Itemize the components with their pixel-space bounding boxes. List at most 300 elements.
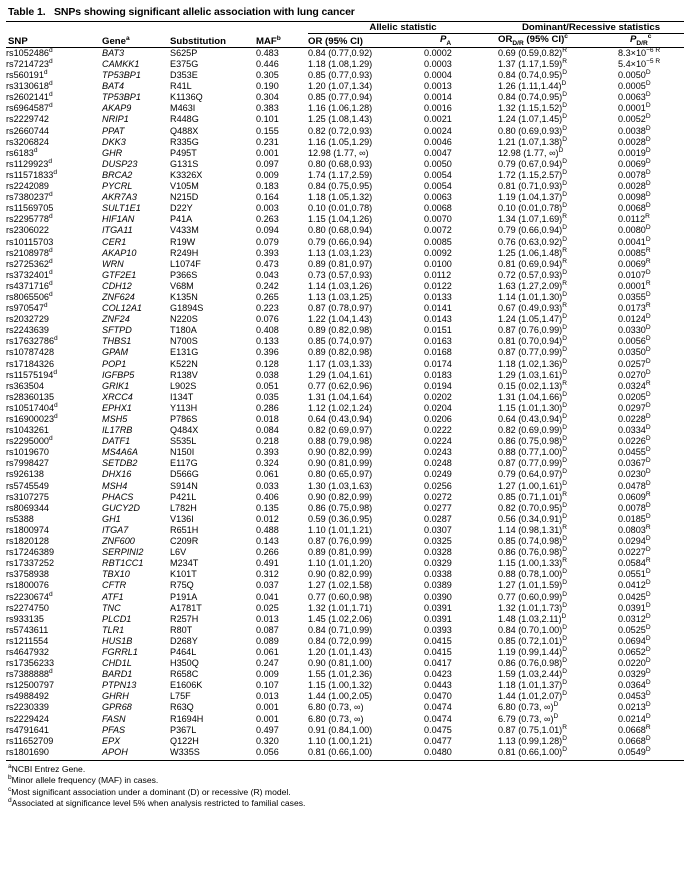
table-row (6, 170, 684, 181)
cell-pdr: $0.0294^D$ (618, 535, 651, 547)
table-row (6, 47, 684, 59)
cell-gene: TNC (102, 602, 121, 613)
column-header-pdr: $P_{D/R}^c$ (618, 34, 684, 48)
cell-ordr: 1.15 $(1.00,1.33)^R$ (498, 557, 567, 569)
cell-pa: 0.0141 (424, 303, 452, 314)
table-row (6, 636, 684, 647)
cell-pdr: $8.3\times 10^{-6 R}$ (618, 46, 661, 58)
cell-ordr: 1.32 $(1.15,1.52)^D$ (498, 102, 567, 114)
cell-gene: GRIK1 (102, 380, 130, 391)
cell-or: 0.87 (0.76,0.99) (308, 536, 373, 547)
table-row (6, 436, 684, 447)
cell-snp: rs8069344 (6, 502, 49, 513)
cell-pdr: $0.0085^R$ (618, 246, 651, 258)
cell-gene: PPAT (102, 125, 125, 136)
cell-gene: PLCD1 (102, 613, 132, 624)
cell-gene: THBS1 (102, 336, 132, 347)
cell-substitution: G1894S (170, 303, 204, 314)
table-row (6, 536, 684, 547)
cell-maf: 0.408 (256, 325, 279, 336)
cell-substitution: G131S (170, 158, 199, 169)
column-header-snp: SNP (6, 34, 102, 48)
cell-gene: AKR7A3 (102, 192, 137, 203)
cell-pa: 0.0393 (424, 624, 452, 635)
cell-ordr: 6.79 (0.73, ∞)$^D$ (498, 712, 559, 724)
cell-gene: BARD1 (102, 669, 133, 680)
cell-gene: PTPN13 (102, 680, 137, 691)
cell-substitution: L75F (170, 691, 191, 702)
cell-pdr: $0.0078^D$ (618, 168, 651, 180)
cell-pa: 0.0415 (424, 646, 452, 657)
cell-maf: 0.035 (256, 391, 279, 402)
cell-gene: ITGA7 (102, 524, 129, 535)
cell-pa: 0.0002 (424, 47, 452, 58)
cell-substitution: R19W (170, 236, 196, 247)
header-group-allelic: Allelic statistic (308, 22, 498, 34)
cell-pdr: $0.0334^D$ (618, 424, 651, 436)
cell-ordr: 0.88 $(0.78,1.00)^D$ (498, 568, 567, 580)
cell-pdr: $0.0063^D$ (618, 91, 651, 103)
cell-snp: rs7388888$^d$ (6, 668, 53, 680)
cell-substitution: L782H (170, 502, 197, 513)
cell-pa: 0.0389 (424, 580, 452, 591)
cell-maf: 0.076 (256, 314, 279, 325)
cell-snp: rs4988492 (6, 691, 49, 702)
cell-maf: 0.266 (256, 547, 279, 558)
cell-ordr: 1.48 $(1.03,2.11)^D$ (498, 612, 567, 624)
cell-snp: rs1043261 (6, 425, 49, 436)
cell-pa: 0.0325 (424, 536, 452, 547)
table-row (6, 558, 684, 569)
cell-pa: 0.0063 (424, 192, 452, 203)
cell-pdr: $0.0005^D$ (618, 80, 651, 92)
cell-ordr: 1.44 $(1.01,2.07)^D$ (498, 690, 567, 702)
table-row (6, 614, 684, 625)
cell-or: 6.80 (0.73, ∞) (308, 702, 364, 713)
cell-pdr: $0.0098^D$ (618, 191, 651, 203)
cell-maf: 0.001 (256, 713, 279, 724)
cell-ordr: 0.77 $(0.60,0.99)^D$ (498, 590, 567, 602)
cell-maf: 0.018 (256, 414, 279, 424)
cell-substitution: Q488X (170, 125, 199, 136)
cell-pdr: $0.0038^D$ (618, 124, 651, 136)
cell-gene: GPR68 (102, 702, 132, 713)
cell-ordr: 0.86 $(0.75,0.98)^D$ (498, 435, 567, 447)
cell-or: 0.89 (0.82,0.98) (308, 325, 373, 336)
cell-or: 0.77 (0.60,0.98) (308, 591, 373, 602)
cell-pa: 0.0133 (424, 291, 452, 302)
cell-snp: rs2660744 (6, 125, 49, 136)
footnote: $^a$NCBI Entrez Gene. (8, 763, 86, 774)
cell-pa: 0.0470 (424, 691, 452, 702)
cell-snp: rs8065506$^d$ (6, 290, 53, 302)
table-row (6, 403, 684, 414)
cell-maf: 0.218 (256, 436, 279, 447)
table-body (6, 47, 684, 758)
cell-pa: 0.0163 (424, 336, 452, 347)
cell-pdr: $0.0803^R$ (618, 523, 651, 535)
cell-or: 1.30 (1.03,1.63) (308, 480, 373, 491)
table-row (6, 425, 684, 436)
cell-pdr: $0.0226^D$ (618, 435, 651, 447)
cell-ordr: 1.18 $(1.02,1.36)^D$ (498, 357, 567, 369)
column-header-maf: MAF$^b$ (256, 34, 308, 48)
cell-ordr: 0.79 $(0.67,0.94)^D$ (498, 157, 567, 169)
cell-pa: 0.0475 (424, 724, 452, 735)
cell-snp: rs1129923$^d$ (6, 157, 52, 169)
cell-pdr: $0.0297^D$ (618, 401, 651, 413)
cell-ordr: 0.84 $(0.74,0.95)^D$ (498, 69, 567, 81)
cell-ordr: 0.88 $(0.77,1.00)^D$ (498, 446, 567, 458)
cell-pdr: $0.0213^D$ (618, 701, 651, 713)
cell-gene: FGRRL1 (102, 646, 138, 657)
cell-pa: 0.0112 (424, 269, 452, 280)
cell-pa: 0.0168 (424, 347, 452, 358)
cell-snp: rs3732401$^d$ (6, 268, 53, 280)
cell-maf: 0.488 (256, 524, 279, 535)
cell-gene: BAT3 (102, 47, 125, 58)
cell-substitution: C209R (170, 536, 199, 547)
cell-gene: AKAP9 (102, 103, 132, 114)
cell-maf: 0.051 (256, 380, 279, 391)
cell-or: 1.10 (1.01,1.21) (308, 524, 373, 535)
cell-maf: 0.183 (256, 181, 279, 192)
cell-substitution: R448G (170, 114, 199, 125)
table-row (6, 525, 684, 536)
cell-ordr: 0.81 $(0.71,0.93)^D$ (498, 180, 567, 192)
cell-substitution: R63Q (170, 702, 194, 713)
table-row (6, 359, 684, 370)
cell-pdr: $0.0350^D$ (618, 346, 651, 358)
cell-ordr: 1.13 $(0.99,1.28)^D$ (498, 734, 567, 746)
cell-substitution: S535L (170, 436, 197, 447)
cell-substitution: H350Q (170, 658, 199, 669)
cell-maf: 0.190 (256, 81, 279, 92)
cell-substitution: N700S (170, 336, 198, 347)
cell-or: 1.45 (1.02,2.06) (308, 613, 373, 624)
cell-pdr: $0.0668^D$ (618, 734, 651, 746)
cell-pdr: $0.0050^D$ (618, 69, 651, 81)
footnote: $^b$Minor allele frequency (MAF) in cases. (8, 774, 159, 786)
cell-ordr: 0.79 $(0.66,0.94)^D$ (498, 224, 567, 236)
cell-snp: rs3206824 (6, 136, 49, 147)
cell-or: 1.44 (1.00,2.05) (308, 691, 373, 702)
cell-substitution: R257H (170, 613, 199, 624)
cell-maf: 0.107 (256, 680, 279, 691)
cell-pa: 0.0249 (424, 469, 452, 480)
cell-ordr: 0.87 $(0.75,1.01)^R$ (498, 723, 567, 735)
cell-gene: IGFBP5 (102, 369, 135, 380)
table-row (6, 336, 684, 347)
cell-snp: rs2306022 (6, 225, 49, 236)
cell-substitution: D22Y (170, 203, 193, 214)
cell-or: 1.22 (1.04,1.43) (308, 314, 373, 325)
cell-or: 1.14 (1.03,1.26) (308, 280, 373, 291)
cell-substitution: W335S (170, 746, 200, 757)
cell-gene: SETDB2 (102, 458, 138, 469)
cell-gene: SULT1E1 (102, 203, 141, 214)
cell-ordr: 0.82 $(0.69,0.99)^D$ (498, 424, 567, 436)
cell-pdr: $0.0551^D$ (618, 568, 651, 580)
cell-maf: 0.383 (256, 103, 279, 114)
cell-maf: 0.320 (256, 735, 279, 746)
cell-gene: EPHX1 (102, 402, 132, 413)
cell-pdr: $0.0112^R$ (618, 213, 650, 225)
cell-pa: 0.0443 (424, 680, 452, 691)
cell-substitution: P191A (170, 591, 198, 602)
cell-maf: 0.446 (256, 59, 279, 69)
column-header-gene: Gene$^a$ (102, 34, 170, 48)
cell-snp: rs1800974 (6, 524, 49, 535)
snp-association-table (6, 21, 684, 761)
cell-pa: 0.0021 (424, 114, 452, 125)
table-row (6, 714, 684, 725)
cell-maf: 0.061 (256, 646, 279, 657)
table-row (6, 137, 684, 148)
cell-pdr: $0.0028^D$ (618, 180, 651, 192)
cell-or: 0.90 (0.82,0.99) (308, 491, 373, 502)
footnote: $^d$Associated at significance level 5% when analysis restricted to familial cases. (8, 797, 306, 809)
cell-pdr: $0.0205^D$ (618, 390, 651, 402)
cell-maf: 0.133 (256, 336, 279, 347)
cell-pa: 0.0024 (424, 125, 452, 136)
cell-pdr: $0.0609^R$ (618, 490, 651, 502)
cell-snp: rs17632786$^d$ (6, 335, 58, 347)
cell-pdr: $0.0019^D$ (618, 146, 651, 158)
cell-ordr: 0.82 $(0.70,0.95)^D$ (498, 501, 567, 513)
cell-substitution: K522N (170, 358, 198, 369)
cell-gene: CAMKK1 (102, 59, 140, 69)
cell-ordr: 0.79 $(0.64,0.97)^D$ (498, 468, 567, 480)
table-row (6, 569, 684, 580)
table-row (6, 259, 684, 270)
cell-pa: 0.0480 (424, 746, 452, 757)
column-header-pa: $P_A$ (424, 34, 498, 48)
cell-snp: rs4647932 (6, 646, 49, 657)
cell-ordr: 1.25 $(1.06,1.48)^R$ (498, 246, 567, 258)
cell-maf: 0.128 (256, 358, 279, 369)
cell-pdr: $0.0173^R$ (618, 302, 651, 314)
cell-gene: DUSP23 (102, 158, 138, 169)
cell-or: 0.79 (0.66,0.94) (308, 236, 373, 247)
cell-ordr: 1.19 $(0.99,1.44)^D$ (498, 645, 567, 657)
header-group-row (6, 22, 684, 34)
cell-maf: 0.396 (256, 347, 279, 358)
header-columns-row (6, 34, 684, 48)
cell-snp: rs11575194$^d$ (6, 368, 58, 380)
cell-gene: PYCRL (102, 181, 133, 192)
cell-or: 1.27 (1.02,1.58) (308, 580, 373, 591)
cell-snp: rs11569705 (6, 203, 54, 214)
cell-gene: SFTPD (102, 325, 132, 336)
table-row (6, 481, 684, 492)
table-row (6, 248, 684, 259)
cell-snp: rs12500797 (6, 680, 55, 691)
cell-or: 1.13 (1.03,1.23) (308, 247, 373, 258)
cell-pdr: $0.0329^D$ (618, 668, 651, 680)
cell-or: 0.84 (0.75,0.95) (308, 181, 373, 192)
cell-pdr: $0.0069^R$ (618, 257, 651, 269)
table-row (6, 492, 684, 503)
table-row (6, 181, 684, 192)
cell-pa: 0.0072 (424, 225, 452, 236)
cell-pdr: $0.0052^D$ (618, 113, 651, 125)
cell-ordr: 0.86 $(0.76,0.98)^D$ (498, 657, 567, 669)
cell-ordr: 0.81 $(0.66,1.00)^D$ (498, 745, 567, 757)
cell-maf: 0.406 (256, 491, 279, 502)
cell-maf: 0.491 (256, 558, 279, 569)
cell-or: 0.81 (0.66,1.00) (308, 746, 373, 757)
cell-maf: 0.012 (256, 513, 279, 524)
cell-substitution: P464L (170, 646, 197, 657)
cell-pdr: $0.0330^D$ (618, 324, 651, 336)
cell-snp: rs3758938 (6, 569, 49, 580)
table-row (6, 381, 684, 392)
cell-or: 0.85 (0.77,0.93) (308, 70, 373, 81)
cell-gene: GH1 (102, 513, 121, 524)
cell-or: 0.90 (0.82,0.99) (308, 447, 373, 458)
cell-gene: COL12A1 (102, 303, 142, 314)
cell-pa: 0.0256 (424, 480, 452, 491)
cell-ordr: 1.37 $(1.17,1.59)^R$ (498, 57, 567, 69)
cell-snp: rs5743611 (6, 624, 49, 635)
cell-substitution: R249H (170, 247, 199, 258)
cell-maf: 0.393 (256, 247, 279, 258)
cell-substitution: K1136Q (170, 92, 203, 103)
cell-or: 1.20 (1.01,1.43) (308, 646, 373, 657)
cell-pa: 0.0417 (424, 658, 452, 669)
cell-pa: 0.0391 (424, 602, 452, 613)
cell-snp: rs3107275 (6, 491, 49, 502)
cell-or: 1.55 (1.01,2.36) (308, 669, 373, 680)
cell-pa: 0.0204 (424, 402, 452, 413)
cell-ordr: 1.32 $(1.01,1.73)^D$ (498, 601, 567, 613)
cell-pdr: $0.0478^D$ (618, 479, 651, 491)
cell-snp: rs16900023$^d$ (6, 412, 58, 424)
cell-gene: GUCY2D (102, 502, 140, 513)
cell-pa: 0.0338 (424, 569, 452, 580)
table-row (6, 503, 684, 514)
cell-substitution: P786S (170, 414, 198, 424)
cell-gene: DATF1 (102, 436, 131, 447)
table-footnotes (6, 761, 684, 810)
cell-substitution: A1781T (170, 602, 202, 613)
cell-gene: BRCA2 (102, 169, 133, 180)
cell-pa: 0.0277 (424, 502, 452, 513)
cell-snp: rs4371716$^d$ (6, 279, 53, 291)
cell-maf: 0.135 (256, 502, 279, 513)
cell-pa: 0.0329 (424, 558, 452, 569)
cell-ordr: 1.15 $(1.01,1.30)^D$ (498, 401, 567, 413)
cell-or: 6.80 (0.73, ∞) (308, 713, 364, 724)
cell-gene: DKK3 (102, 136, 126, 147)
cell-ordr: 0.15 $(0.02,1.13)^R$ (498, 379, 567, 391)
cell-pdr: $0.0367^D$ (618, 457, 651, 469)
table-row (6, 148, 684, 159)
cell-ordr: 0.86 $(0.76,0.98)^D$ (498, 546, 567, 558)
cell-gene: ZNF624 (102, 291, 135, 302)
cell-substitution: N215D (170, 192, 199, 203)
cell-substitution: N150I (170, 447, 195, 458)
cell-snp: rs2295778$^d$ (6, 213, 53, 225)
cell-ordr: 0.80 $(0.69,0.93)^D$ (498, 124, 567, 136)
table-row (6, 680, 684, 691)
cell-pdr: $0.0355^D$ (618, 290, 651, 302)
cell-or: 0.84 (0.77,0.92) (308, 47, 373, 58)
cell-substitution: Q484X (170, 425, 199, 436)
cell-or: 0.73 (0.57,0.93) (308, 269, 373, 280)
cell-substitution: E117G (170, 458, 198, 469)
cell-or: 0.87 (0.78,0.97) (308, 303, 373, 314)
cell-substitution: I134T (170, 391, 194, 402)
cell-gene: BAT4 (102, 81, 125, 92)
cell-gene: GHRH (102, 691, 129, 702)
cell-pa: 0.0122 (424, 280, 452, 291)
table-row (6, 103, 684, 114)
cell-substitution: R1694H (170, 713, 204, 724)
cell-snp: rs11652709 (6, 735, 54, 746)
cell-snp: rs17184326 (6, 358, 55, 369)
table-row (6, 281, 684, 292)
table-row (6, 237, 684, 248)
cell-maf: 0.094 (256, 225, 279, 236)
table-row (6, 592, 684, 603)
cell-pa: 0.0092 (424, 247, 452, 258)
cell-pa: 0.0046 (424, 136, 452, 147)
cell-pdr: $0.0227^D$ (618, 546, 651, 558)
cell-ordr: 6.80 (0.73, ∞)$^D$ (498, 701, 559, 713)
column-header-or: OR (95% CI) (308, 34, 424, 48)
cell-gene: PHACS (102, 491, 134, 502)
cell-maf: 0.097 (256, 158, 279, 169)
cell-pa: 0.0328 (424, 547, 452, 558)
cell-pa: 0.0050 (424, 158, 452, 169)
table-row (6, 469, 684, 480)
cell-maf: 0.305 (256, 70, 279, 81)
cell-substitution: N220S (170, 314, 198, 325)
cell-gene: MS4A6A (102, 447, 138, 458)
cell-maf: 0.143 (256, 536, 279, 547)
cell-pa: 0.0391 (424, 613, 452, 624)
cell-gene: CER1 (102, 236, 127, 247)
cell-ordr: 0.85 $(0.71,1.01)^R$ (498, 490, 567, 502)
cell-pdr: $0.0056^D$ (618, 335, 651, 347)
cell-snp: rs933135 (6, 613, 44, 624)
cell-maf: 0.033 (256, 480, 279, 491)
cell-maf: 0.037 (256, 580, 279, 591)
cell-snp: rs2229742 (6, 114, 49, 125)
cell-pdr: $0.0124^D$ (618, 313, 651, 325)
cell-maf: 0.286 (256, 402, 279, 413)
cell-pdr: $0.0068^D$ (618, 202, 651, 214)
cell-gene: ATF1 (102, 591, 124, 602)
cell-pa: 0.0202 (424, 391, 452, 402)
cell-gene: GTF2E1 (102, 269, 137, 280)
cell-maf: 0.473 (256, 258, 279, 269)
cell-maf: 0.223 (256, 303, 279, 314)
cell-or: 0.82 (0.72,0.93) (308, 125, 373, 136)
cell-ordr: 0.76 $(0.63,0.92)^D$ (498, 235, 567, 247)
cell-snp: rs7380237$^d$ (6, 191, 53, 203)
table-row (6, 347, 684, 358)
cell-snp: rs6183$^d$ (6, 146, 38, 158)
cell-ordr: 1.14 $(1.01,1.30)^D$ (498, 290, 567, 302)
cell-ordr: 0.87 $(0.76,0.99)^D$ (498, 324, 567, 336)
cell-maf: 0.009 (256, 669, 279, 680)
cell-gene: XRCC4 (102, 391, 133, 402)
cell-pdr: $5.4\times 10^{-5 R}$ (618, 57, 661, 69)
cell-gene: EPX (102, 735, 121, 746)
